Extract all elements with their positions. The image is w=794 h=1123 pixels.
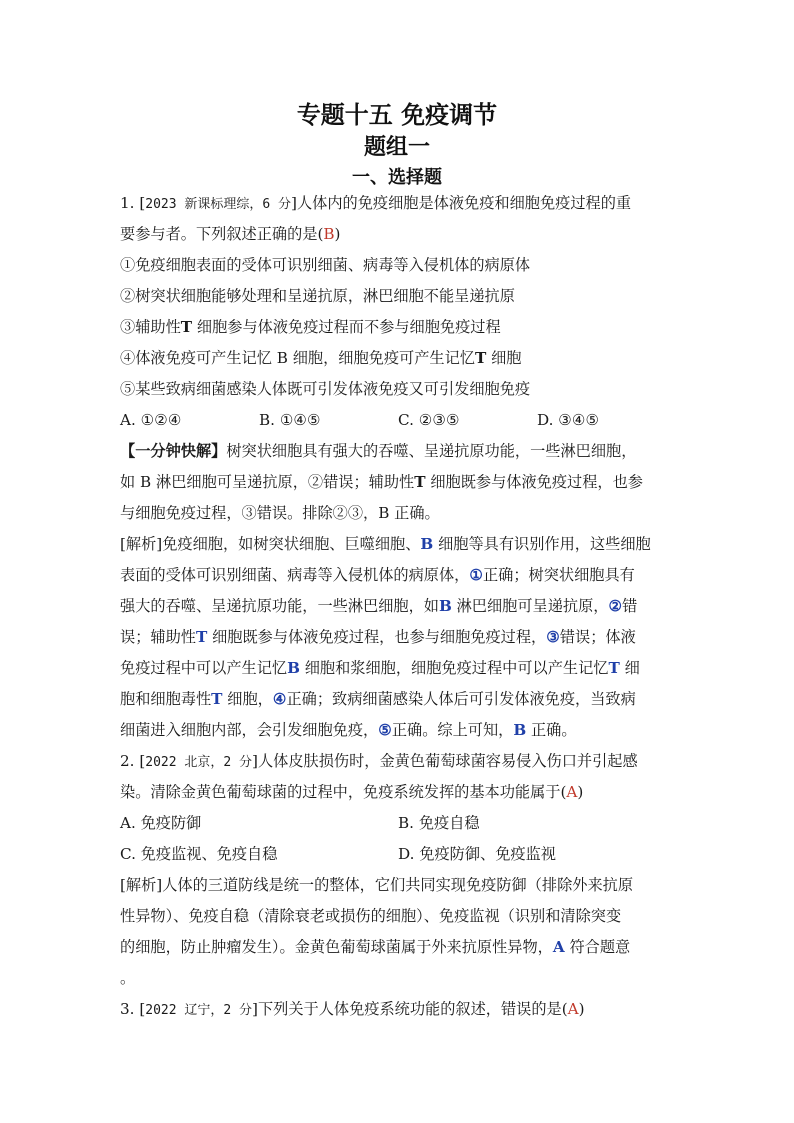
q2-stem-line2: 染。清除金黄色葡萄球菌的过程中，免疫系统发挥的基本功能属于(A) xyxy=(120,783,584,801)
q1-answer: B xyxy=(323,225,335,243)
q2-option-c: C. 免疫监视、免疫自稳 xyxy=(120,845,278,863)
q1-analysis-line3: 强大的吞噬、呈递抗原功能，一些淋巴细胞，如B 淋巴细胞可呈递抗原，②错 xyxy=(120,597,638,615)
q1-analysis-line7: 细菌进入细胞内部，会引发细胞免疫，⑤正确。综上可知，B 正确。 xyxy=(120,721,577,739)
question-content xyxy=(120,188,676,1025)
q1-quick-line1: 【一分钟快解】树突状细胞具有强大的吞噬、呈递抗原功能，一些淋巴细胞， xyxy=(120,442,637,460)
q1-option-a: A. ①②④ xyxy=(120,411,182,429)
q1-option-d: D. ③④⑤ xyxy=(537,411,600,429)
q1-statement-4: ④体液免疫可产生记忆 B 细胞，细胞免疫可产生记忆T 细胞 xyxy=(120,349,522,367)
q1-statement-2: ②树突状细胞能够处理和呈递抗原，淋巴细胞不能呈递抗原 xyxy=(120,287,515,305)
q2-analysis-line1: [解析]人体的三道防线是统一的整体，它们共同实现免疫防御（排除外来抗原 xyxy=(120,876,634,894)
q1-options xyxy=(120,405,676,436)
q1-stem-line2: 要参与者。下列叙述正确的是(B) xyxy=(120,225,341,243)
q1-option-c: C. ②③⑤ xyxy=(398,411,460,429)
group-title: 题组一 xyxy=(363,135,430,160)
q1-quick-line3: 与细胞免疫过程，③错误。排除②③，B 正确。 xyxy=(120,504,440,522)
q2-options-row2 xyxy=(120,839,676,870)
q2-stem-line1: 2. [2022 北京，2 分]人体皮肤损伤时，金黄色葡萄球菌容易侵入伤口并引起感 xyxy=(120,752,638,770)
q2-analysis-line4: 。 xyxy=(120,969,136,987)
q1-analysis-line4: 误；辅助性T 细胞既参与体液免疫过程，也参与细胞免疫过程，③错误；体液 xyxy=(120,628,636,646)
q2-source: 2022 北京，2 分 xyxy=(145,755,253,770)
q1-statement-1: ①免疫细胞表面的受体可识别细菌、病毒等入侵机体的病原体 xyxy=(120,256,531,274)
q1-stem-line1: 1. [2023 新课标理综，6 分]人体内的免疫细胞是体液免疫和细胞免疫过程的重 xyxy=(120,194,632,212)
quick-solution-label: 【一分钟快解】 xyxy=(120,442,227,460)
q2-analysis-line2: 性异物）、免疫自稳（清除衰老或损伤的细胞）、免疫监视（识别和清除突变 xyxy=(120,907,622,925)
q1-statement-5: ⑤某些致病细菌感染人体既可引发体液免疫又可引发细胞免疫 xyxy=(120,380,531,398)
q1-analysis-line1: [解析]免疫细胞，如树突状细胞、巨噬细胞、B 细胞等具有识别作用，这些细胞 xyxy=(120,535,651,553)
topic-title: 专题十五 免疫调节 xyxy=(296,101,498,129)
q2-analysis-line3: 的细胞，防止肿瘤发生）。金黄色葡萄球菌属于外来抗原性异物，A 符合题意 xyxy=(120,938,631,956)
q1-statement-3: ③辅助性T 细胞参与体液免疫过程而不参与细胞免疫过程 xyxy=(120,318,501,336)
section-title: 一、选择题 xyxy=(352,167,442,188)
q1-analysis-line6: 胞和细胞毒性T 细胞，④正确；致病细菌感染人体后可引发体液免疫，当致病 xyxy=(120,690,636,708)
q2-answer: A xyxy=(566,783,578,801)
q2-options-row1 xyxy=(120,808,676,839)
q2-option-b: B. 免疫自稳 xyxy=(398,814,480,832)
q2-option-d: D. 免疫防御、免疫监视 xyxy=(398,845,556,863)
q1-option-b: B. ①④⑤ xyxy=(259,411,321,429)
q1-source: 2023 新课标理综，6 分 xyxy=(145,197,292,212)
q1-analysis-line5: 免疫过程中可以产生记忆B 细胞和浆细胞，细胞免疫过程中可以产生记忆T 细 xyxy=(120,659,640,677)
q3-source: 2022 辽宁，2 分 xyxy=(145,1003,253,1018)
q3-answer: A xyxy=(567,1000,579,1018)
q3-stem-line1: 3. [2022 辽宁，2 分]下列关于人体免疫系统功能的叙述，错误的是(A) xyxy=(120,1000,585,1018)
q1-analysis-line2: 表面的受体可识别细菌、病毒等入侵机体的病原体，①正确；树突状细胞具有 xyxy=(120,566,635,584)
q1-quick-line2: 如 B 淋巴细胞可呈递抗原，②错误；辅助性T 细胞既参与体液免疫过程，也参 xyxy=(120,473,643,491)
q2-option-a: A. 免疫防御 xyxy=(120,814,202,832)
